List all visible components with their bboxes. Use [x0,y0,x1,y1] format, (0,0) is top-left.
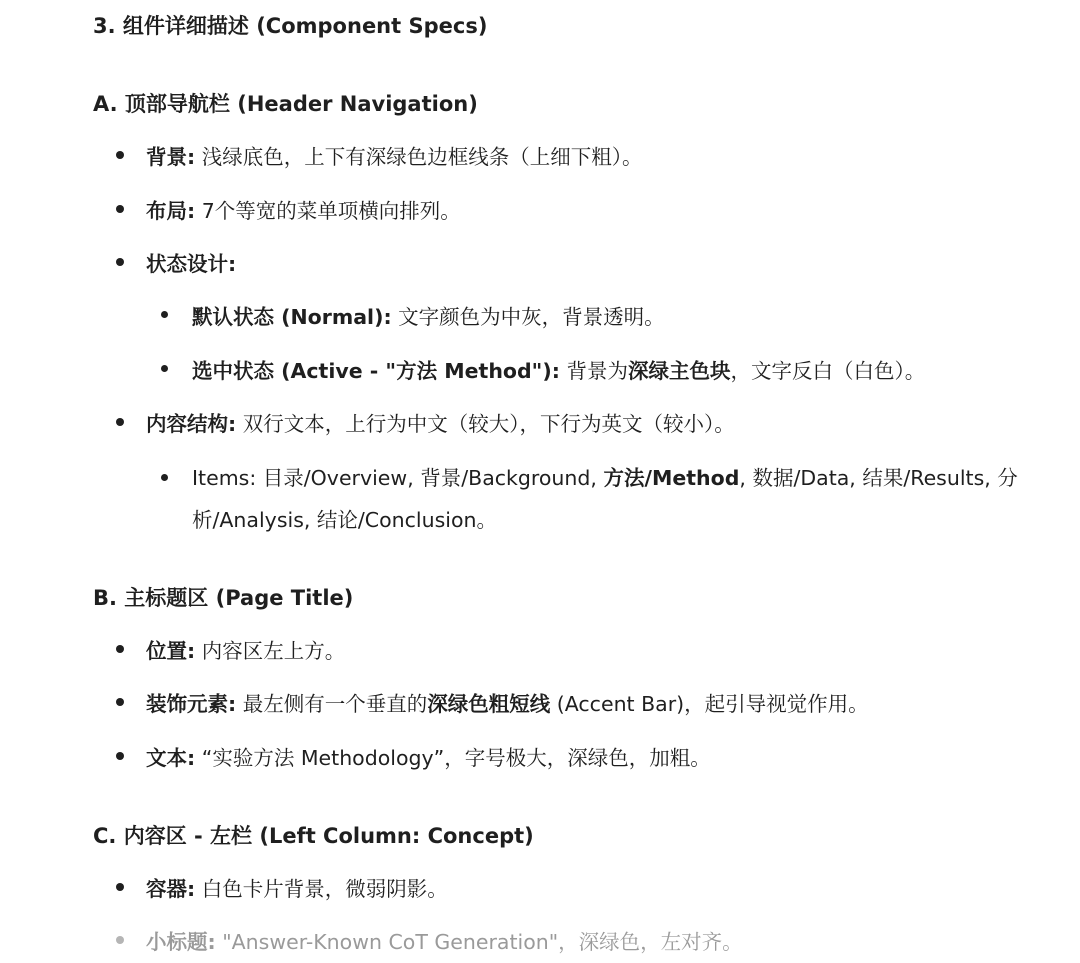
subsection-heading-page-title: B. 主标题区 (Page Title) [93,586,354,610]
list-item-decoration [146,687,869,717]
list-item-layout [146,194,461,224]
list-item-text [146,741,711,771]
item-text: 7个等宽的菜单项横向排列。 [195,199,461,223]
item-text: 双行文本，上行为中文（较大），下行为英文（较小）。 [236,412,735,436]
item-label: 背景: [146,145,196,169]
item-text: 背景为 [559,359,628,383]
item-emphasis: 深绿主色块 [627,359,731,383]
item-label: 容器: [146,877,196,901]
list-item-nav-items [192,457,1076,541]
list-item-background [146,140,642,170]
item-label: 默认状态 (Normal): [192,305,392,329]
item-emphasis: 深绿色粗短线 [427,692,551,716]
section-heading: 3. 组件详细描述 (Component Specs) [93,14,488,38]
item-text: 浅绿底色，上下有深绿色边框线条（上细下粗）。 [195,145,643,169]
item-text: 内容区左上方。 [195,639,346,663]
list-item-state-design [146,247,236,277]
item-text: , 数据/Data, 结果/Results, 分析/Analysis, 结论/Conclusion。 [192,466,1018,532]
list-item-content-structure [146,407,735,437]
item-label: 状态设计: [146,252,237,276]
item-text: ，文字反白（白色）。 [730,359,926,383]
item-text: “实验方法 Methodology”，字号极大，深绿色，加粗。 [195,746,711,770]
list-item-position [146,634,345,664]
item-label: 内容结构: [146,412,237,436]
list-item-subtitle [146,925,743,955]
item-label: 小标题: [146,930,216,954]
item-label: 文本: [146,746,196,770]
item-label: 装饰元素: [146,692,237,716]
subsection-heading-header-nav: A. 顶部导航栏 (Header Navigation) [93,92,478,116]
list-item-state-normal [192,300,665,330]
subsection-heading-left-column: C. 内容区 - 左栏 (Left Column: Concept) [93,824,534,848]
item-text: Items: 目录/Overview, 背景/Background, [192,466,604,490]
item-label: 布局: [146,199,196,223]
item-text: 最左侧有一个垂直的 [236,692,428,716]
item-text: 白色卡片背景，微弱阴影。 [195,877,448,901]
item-emphasis: 方法/Method [603,466,740,490]
item-text: 文字颜色为中灰，背景透明。 [391,305,665,329]
item-label: 位置: [146,639,196,663]
item-label: 选中状态 (Active - "方法 Method"): [192,359,560,383]
list-item-container [146,872,448,902]
list-item-state-active [192,354,925,384]
item-text: "Answer-Known CoT Generation"，深绿色，左对齐。 [215,930,743,954]
item-text: (Accent Bar)，起引导视觉作用。 [550,692,869,716]
